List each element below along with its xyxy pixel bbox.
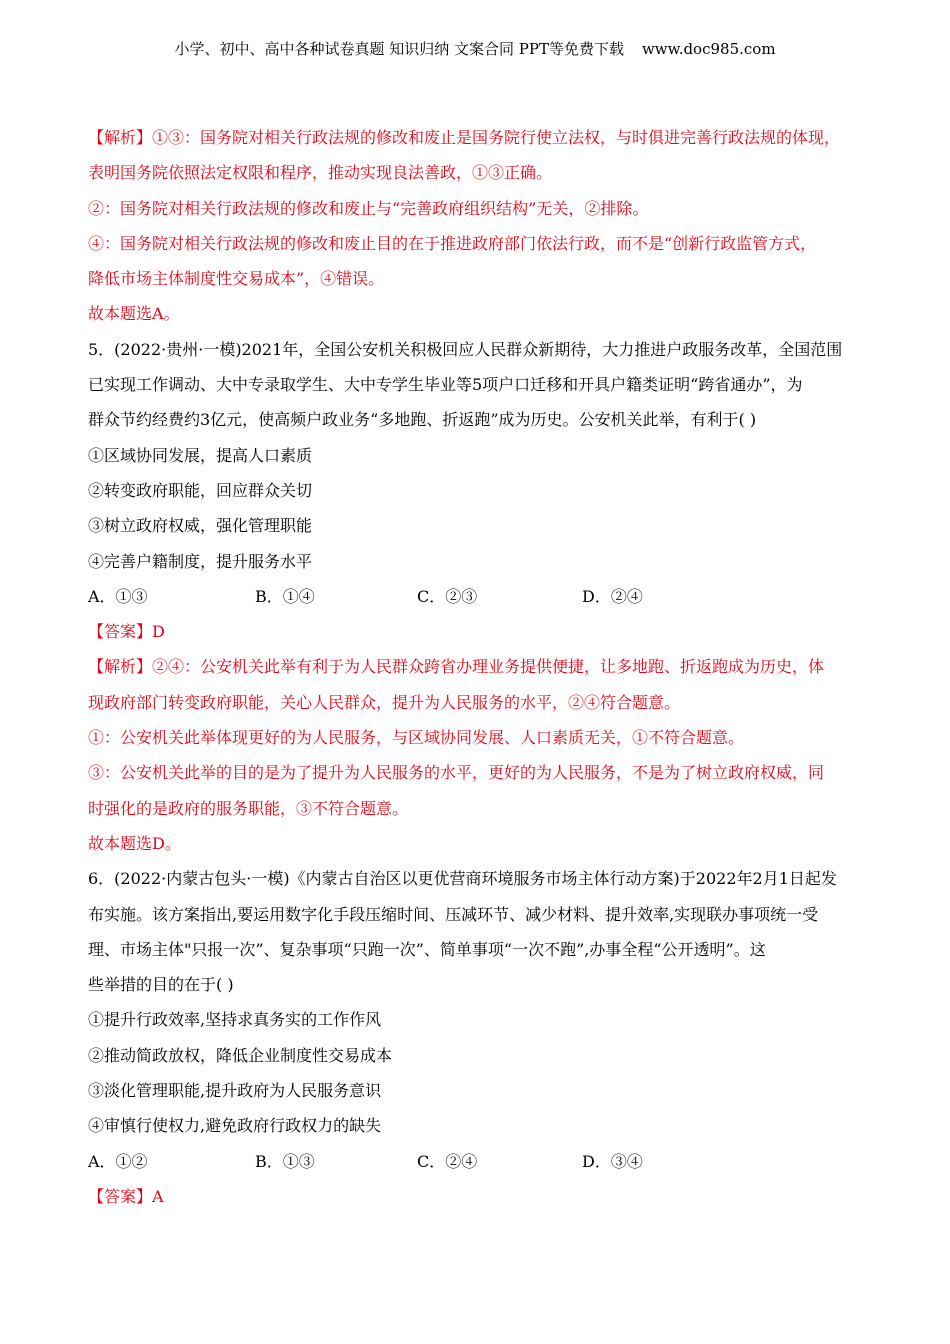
q6-stem-line: 布实施。该方案指出,要运用数字化手段压缩时间、压减环节、减少材料、提升效率,实现联办事项统一受 xyxy=(88,904,819,924)
q5-item: ③树立政府权威，强化管理职能 xyxy=(88,516,313,536)
q4-analysis-line: 降低市场主体制度性交易成本”，④错误。 xyxy=(88,269,385,289)
q4-conclusion: 故本题选A。 xyxy=(88,304,180,324)
q5-item: ④完善户籍制度，提升服务水平 xyxy=(88,551,313,571)
q6-options xyxy=(88,1144,863,1179)
q6-stem-line: 些举措的目的在于( ) xyxy=(88,975,234,995)
q6-option-a: A．①② xyxy=(88,1151,148,1171)
q4-analysis-line: 【解析】①③：国务院对相关行政法规的修改和废止是国务院行使立法权，与时俱进完善行政法规的体现， xyxy=(88,128,841,147)
q5-answer: 【答案】D xyxy=(88,622,165,642)
q5-conclusion: 故本题选D。 xyxy=(88,833,181,853)
q6-item: ④审慎行使权力,避免政府行政权力的缺失 xyxy=(88,1116,382,1136)
q5-option-a: A．①③ xyxy=(88,586,148,606)
q4-analysis-line: ④：国务院对相关行政法规的修改和废止目的在于推进政府部门依法行政，而不是“创新行政监管方式， xyxy=(88,233,817,253)
q6-stem-line: 6．(2022·内蒙古包头·一模)《内蒙古自治区以更优营商环境服务市场主体行动方案)于2022年2月1日起发 xyxy=(88,869,837,889)
q5-analysis-line: ③：公安机关此举的目的是为了提升为人民服务的水平，更好的为人民服务，不是为了树立政府权威，同 xyxy=(88,763,825,783)
q5-stem-line: 群众节约经费约3亿元，使高频户政业务“多地跑、折返跑”成为历史。公安机关此举，有利于( ) xyxy=(88,410,757,430)
q5-analysis-line: ①：公安机关此举体现更好的为人民服务，与区域协同发展、人口素质无关，①不符合题意。 xyxy=(88,728,745,748)
q5-options xyxy=(88,579,863,614)
q4-analysis-line: ②：国务院对相关行政法规的修改和废止与“完善政府组织结构”无关，②排除。 xyxy=(88,198,649,218)
q5-option-b: B．①④ xyxy=(255,586,315,606)
q5-stem-line: 已实现工作调动、大中专录取学生、大中专学生毕业等5项户口迁移和开具户籍类证明“跨省通办”，为 xyxy=(88,375,803,395)
q6-option-d: D．③④ xyxy=(582,1151,643,1171)
document-body xyxy=(88,120,863,1214)
q5-analysis-line: 时强化的是政府的服务职能，③不符合题意。 xyxy=(88,798,409,818)
q5-option-d: D．②④ xyxy=(582,586,643,606)
q5-stem-line: 5．(2022·贵州·一模)2021年，全国公安机关积极回应人民群众新期待，大力推进户政服务改革，全国范围 xyxy=(88,339,843,359)
header-url[interactable]: www.doc985.com xyxy=(641,40,776,58)
q5-item: ②转变政府职能，回应群众关切 xyxy=(88,480,313,500)
q5-option-c: C．②③ xyxy=(417,586,478,606)
q6-item: ①提升行政效率,坚持求真务实的工作作风 xyxy=(88,1010,382,1030)
page-header xyxy=(0,38,950,59)
q6-option-b: B．①③ xyxy=(255,1151,315,1171)
q6-item: ②推动简政放权，降低企业制度性交易成本 xyxy=(88,1045,393,1065)
q6-option-c: C．②④ xyxy=(417,1151,478,1171)
q6-stem-line: 理、市场主体"只报一次”、复杂事项“只跑一次”、简单事项“一次不跑”,办事全程“公开透明”。这 xyxy=(88,939,766,959)
header-tagline: 小学、初中、高中各种试卷真题 知识归纳 文案合同 PPT等免费下载 xyxy=(174,40,624,58)
q5-analysis-line: 现政府部门转变政府职能，关心人民群众，提升为人民服务的水平，②④符合题意。 xyxy=(88,692,681,712)
q4-analysis-line: 表明国务院依照法定权限和程序，推动实现良法善政，①③正确。 xyxy=(88,163,553,183)
q6-answer: 【答案】A xyxy=(88,1186,164,1206)
q5-analysis-line: 【解析】②④：公安机关此举有利于为人民群众跨省办理业务提供便捷，让多地跑、折返跑成为历史，体 xyxy=(88,657,825,677)
q5-item: ①区域协同发展，提高人口素质 xyxy=(88,445,313,465)
q6-item: ③淡化管理职能,提升政府为人民服务意识 xyxy=(88,1081,382,1101)
